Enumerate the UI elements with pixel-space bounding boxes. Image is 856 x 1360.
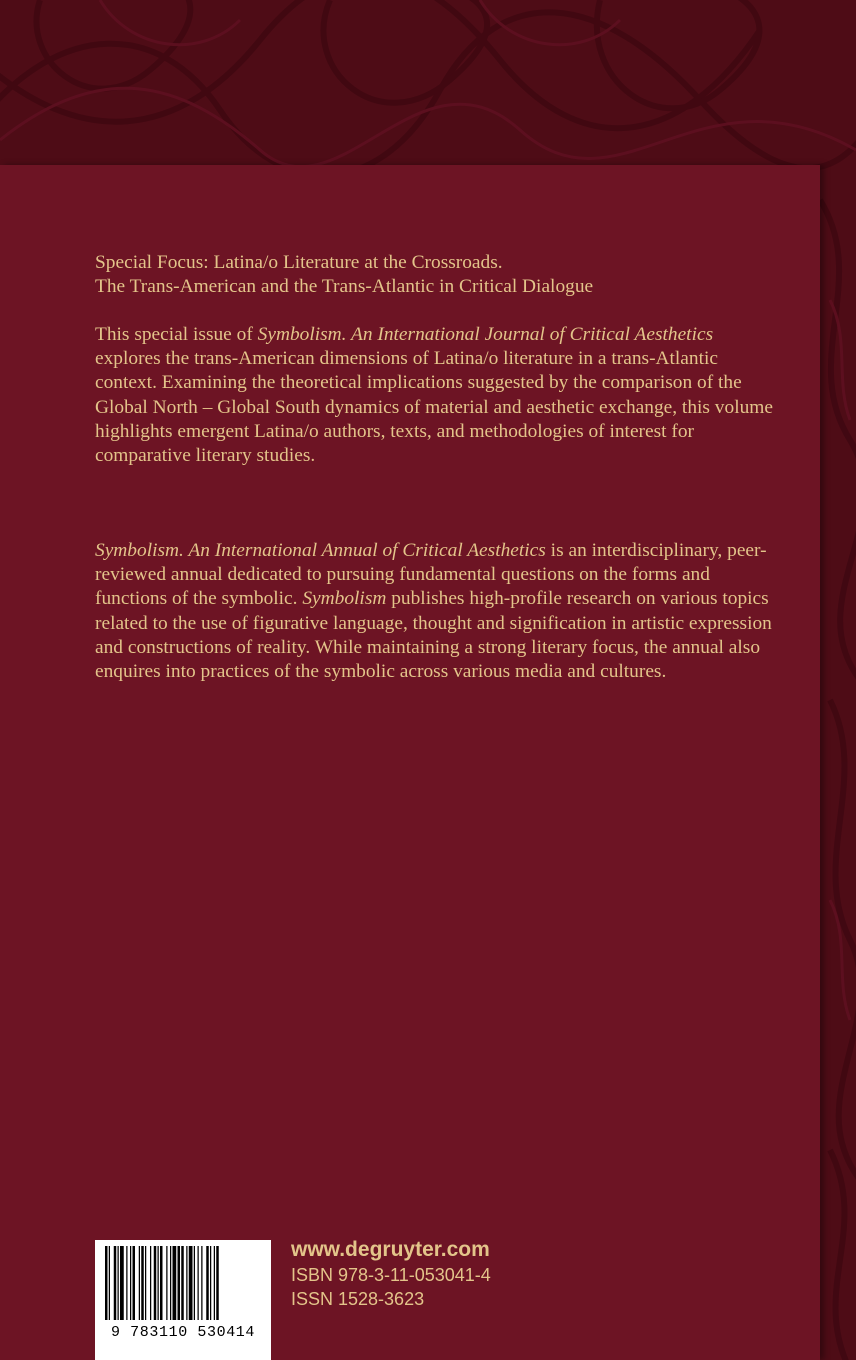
intro-paragraph [95, 323, 775, 468]
publisher-info [291, 1238, 491, 1310]
intro-lead: This special issue of [95, 324, 258, 345]
focus-line-1: Special Focus: Latina/o Literature at the Crossroads. [95, 252, 503, 273]
issn-number: ISSN 1528-3623 [291, 1289, 425, 1309]
special-focus-heading [95, 251, 775, 299]
focus-line-2: The Trans-American and the Trans-Atlantic in Critical Dialogue [95, 276, 594, 298]
barcode-bars [95, 1240, 271, 1324]
about-part-2: publishes high-profile research on various topics related to the use of figurative language, thought and signification in artistic expression and constructions of reality. While maintaining a strong literary focus, the annual also enquires into practices of the symbolic across various media and cultures. [95, 588, 772, 683]
publisher-url[interactable]: www.degruyter.com [291, 1238, 490, 1261]
intro-body: explores the trans-American dimensions of Latina/o literature in a trans-Atlantic context. Examining the theoretical implications suggested by the comparison of the Global North – Global South dynamics of material and aesthetic exchange, this volume highlights emergent Latina/o authors, texts, and methodologies of interest for comparative literary studies. [95, 348, 773, 467]
about-annual-paragraph [95, 539, 775, 684]
annual-title: Symbolism. An International Annual of Critical Aesthetics [95, 540, 546, 561]
journal-title: Symbolism. An International Journal of Critical Aesthetics [257, 324, 714, 345]
about-part-1: is an interdisciplinary, peer-reviewed annual dedicated to pursuing fundamental questions on the forms and functions of the symbolic. [95, 540, 767, 610]
isbn-barcode [95, 1240, 271, 1360]
short-title: Symbolism [302, 588, 387, 610]
barcode-digits: 9 783110 530414 [110, 1324, 256, 1341]
isbn-number: ISBN 978-3-11-053041-4 [291, 1265, 491, 1285]
